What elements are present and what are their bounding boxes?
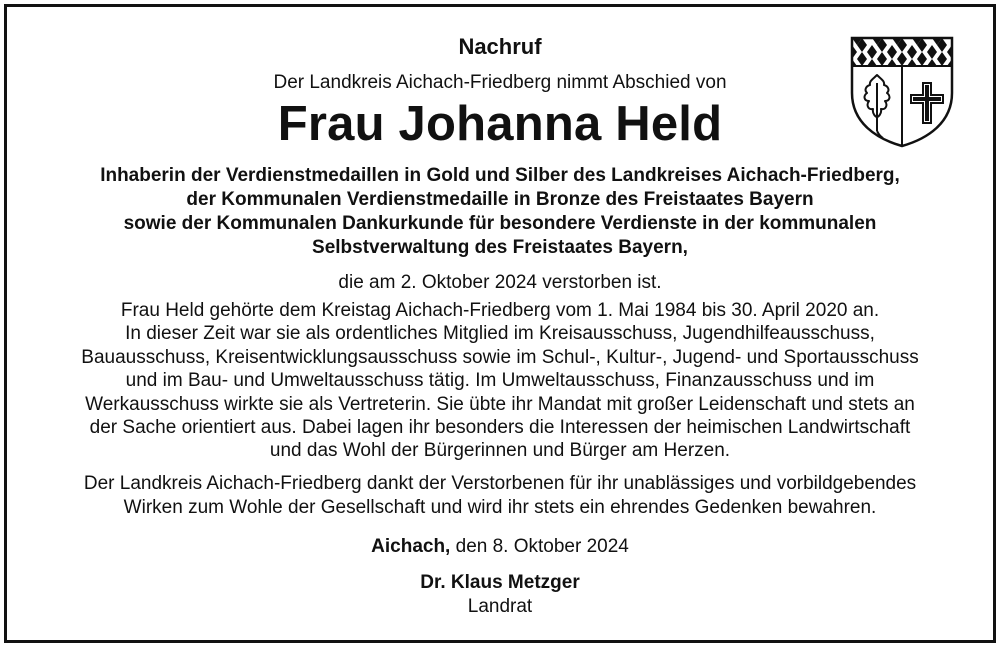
- place-date-line: [0, 536, 1000, 558]
- biography-line: In dieser Zeit war sie als ordentliches Mitglied im Kreisausschuss, Jugendhilfeausschuss,: [125, 323, 875, 345]
- death-line: die am 2. Oktober 2024 verstorben ist.: [338, 272, 662, 293]
- honors-block: [0, 164, 1000, 260]
- biography-line: Werkausschuss wirkte sie als Vertreterin. Sie übte ihr Mandat mit großer Leidenschaft und stets an: [85, 393, 915, 415]
- thanks-line: Wirken zum Wohle der Gesellschaft und wird ihr stets ein ehrendes Gedenken bewahren.: [123, 496, 877, 518]
- biography-line: und im Bau- und Umweltausschuss tätig. Im Umweltausschuss, Finanzausschuss und im: [125, 370, 875, 392]
- biography-line: Frau Held gehörte dem Kreistag Aichach-Friedberg vom 1. Mai 1984 bis 30. April 2020 an.: [120, 300, 880, 321]
- place-name: Aichach,: [371, 536, 451, 557]
- honors-line: sowie der Kommunalen Dankurkunde für besondere Verdienste in der kommunalen: [123, 213, 877, 234]
- biography-block: [0, 299, 1000, 463]
- biography-line: und das Wohl der Bürgerinnen und Bürger am Herzen.: [269, 440, 731, 462]
- honors-line: Inhaberin der Verdienstmedaillen in Gold und Silber des Landkreises Aichach-Friedberg,: [100, 165, 900, 186]
- signer-name: Dr. Klaus Metzger: [420, 572, 580, 593]
- signer-role: Landrat: [467, 596, 533, 617]
- notice-intro: Der Landkreis Aichach-Friedberg nimmt Abschied von: [273, 72, 727, 93]
- notice-heading: Nachruf: [458, 34, 542, 59]
- deceased-name: Frau Johanna Held: [277, 97, 723, 151]
- thanks-line: Der Landkreis Aichach-Friedberg dankt der Verstorbenen für ihr unablässiges und vorbildgebendes: [83, 473, 917, 494]
- honors-line: Selbstverwaltung des Freistaates Bayern,: [312, 237, 688, 258]
- honors-line: der Kommunalen Verdienstmedaille in Bronze des Freistaates Bayern: [186, 189, 814, 210]
- thanks-block: [0, 472, 1000, 519]
- biography-line: der Sache orientiert aus. Dabei lagen ihr besonders die Interessen der heimischen Landwirtschaft: [89, 417, 911, 439]
- biography-line: Bauausschuss, Kreisentwicklungsausschuss sowie im Schul-, Kultur-, Jugend- und Sportausschuss: [81, 346, 919, 368]
- coat-of-arms-icon: [849, 35, 955, 149]
- date-text: den 8. Oktober 2024: [450, 536, 629, 557]
